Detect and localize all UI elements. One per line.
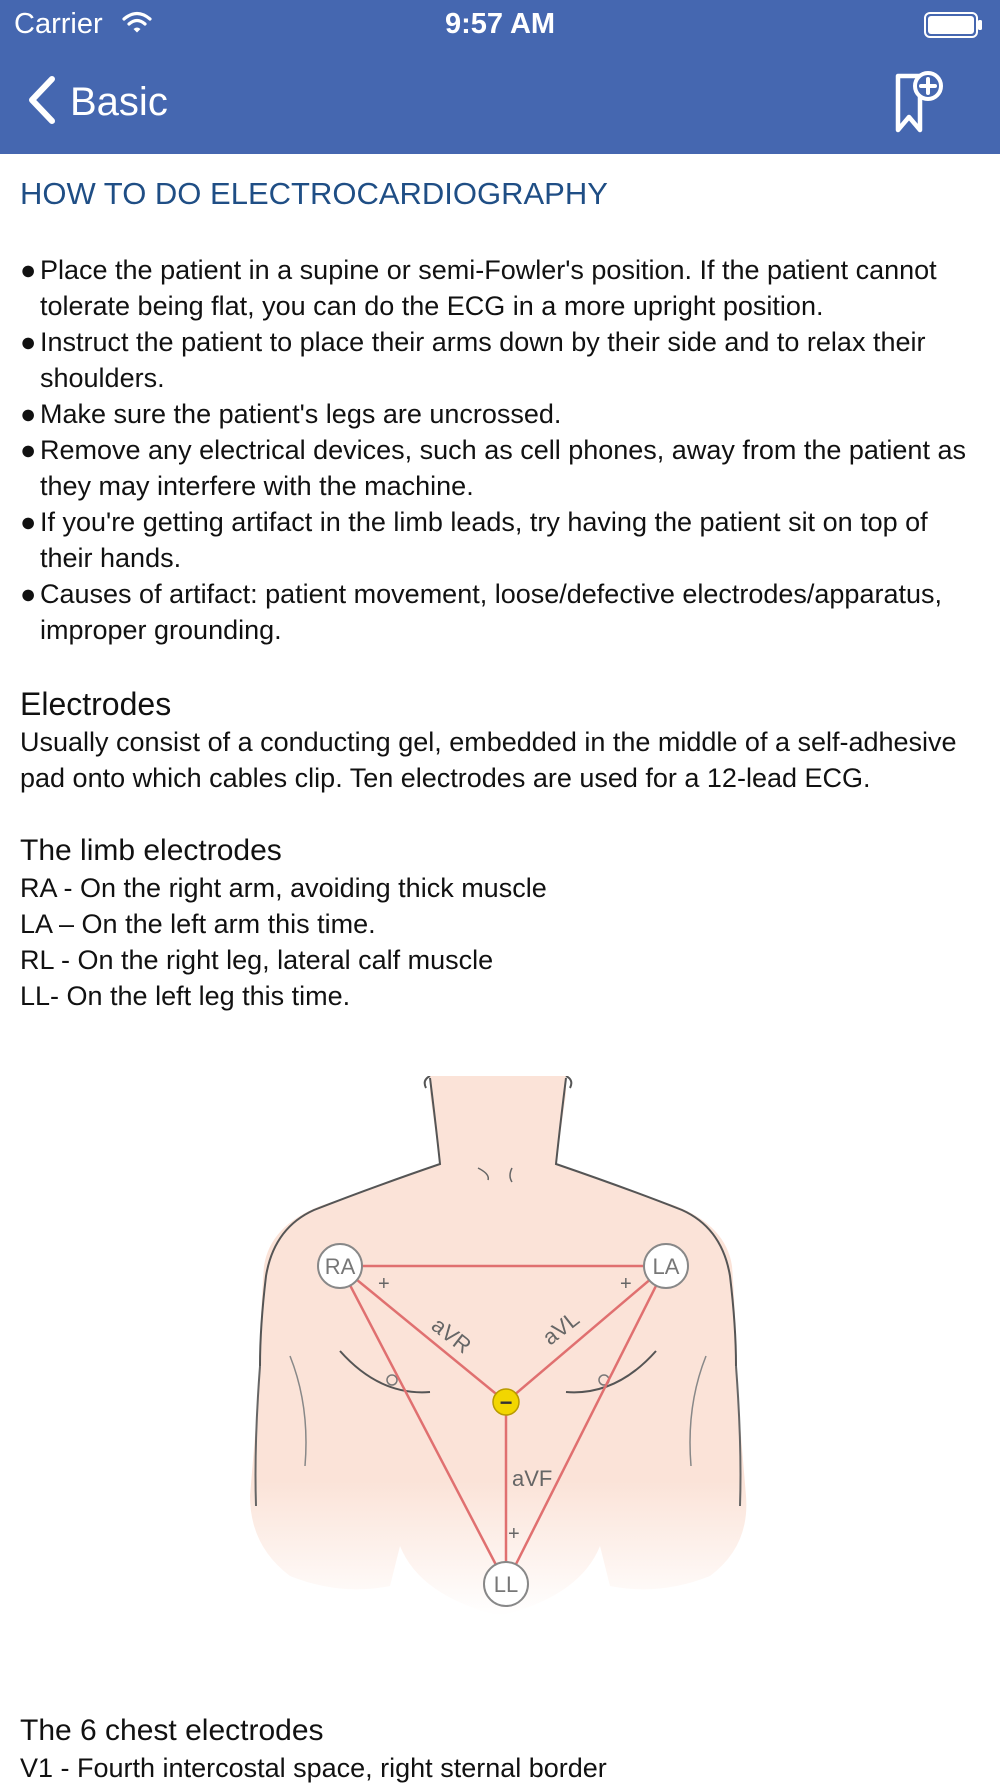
limb-leads-diagram bbox=[250, 1076, 750, 1636]
bullet-icon: ● bbox=[20, 255, 37, 285]
list-item bbox=[20, 504, 980, 576]
central-terminal bbox=[493, 1389, 519, 1415]
bullet-icon: ● bbox=[20, 399, 37, 429]
plus-sign: + bbox=[620, 1273, 632, 1295]
article-content bbox=[20, 154, 980, 1014]
back-button-label: Basic bbox=[70, 79, 168, 124]
bullet-icon: ● bbox=[20, 435, 37, 465]
back-button[interactable] bbox=[26, 74, 168, 130]
plus-sign: + bbox=[508, 1523, 520, 1545]
minus-sign: − bbox=[499, 1390, 513, 1415]
bullet-icon: ● bbox=[20, 507, 37, 537]
clock: 9:57 AM bbox=[444, 8, 556, 40]
status-bar bbox=[0, 0, 1000, 50]
add-bookmark-button[interactable] bbox=[892, 70, 944, 134]
ll-electrode bbox=[484, 1562, 528, 1606]
torso-illustration bbox=[250, 1076, 746, 1616]
la-label: LA bbox=[652, 1254, 680, 1279]
list-item bbox=[20, 396, 980, 432]
list-item bbox=[20, 252, 980, 324]
list-item bbox=[20, 432, 980, 504]
limb-electrodes-heading: The limb electrodes bbox=[20, 834, 282, 867]
avl-label: aVL bbox=[537, 1306, 584, 1350]
list-item-text: Instruct the patient to place their arms down by their side and to relax their shoulders. bbox=[40, 327, 926, 393]
plus-sign: + bbox=[378, 1273, 390, 1295]
carrier-label: Carrier bbox=[14, 8, 103, 40]
ll-label: LL bbox=[493, 1572, 519, 1597]
ra-label: RA bbox=[324, 1254, 356, 1279]
ra-electrode bbox=[318, 1244, 362, 1288]
list-item-text: Remove any electrical devices, such as cell phones, away from the patient as they may interfere with the machine. bbox=[40, 435, 966, 501]
list-item-text: Causes of artifact: patient movement, loose/defective electrodes/apparatus, improper grounding. bbox=[40, 579, 942, 645]
electrodes-heading: Electrodes bbox=[20, 686, 172, 722]
page-title: HOW TO DO ELECTROCARDIOGRAPHY bbox=[20, 176, 608, 211]
la-electrode bbox=[644, 1244, 688, 1288]
battery-icon bbox=[924, 12, 984, 43]
limb-electrode-item: RL - On the right leg, lateral calf muscle bbox=[20, 945, 494, 975]
limb-electrode-item: LL- On the left leg this time. bbox=[20, 981, 351, 1011]
list-item-text: Place the patient in a supine or semi-Fowler's position. If the patient cannot tolerate being flat, you can do the ECG in a more upright position. bbox=[40, 255, 937, 321]
electrodes-description: Usually consist of a conducting gel, embedded in the middle of a self-adhesive pad onto which cables clip. Ten electrodes are used for a 12-lead ECG. bbox=[20, 727, 957, 793]
limb-electrode-item: LA – On the left arm this time. bbox=[20, 909, 376, 939]
list-item-text: Make sure the patient's legs are uncrossed. bbox=[40, 399, 562, 429]
avf-label: aVF bbox=[512, 1466, 553, 1491]
chevron-left-icon bbox=[26, 75, 56, 130]
bookmark-add-icon bbox=[892, 70, 944, 134]
chest-electrode-item: V1 - Fourth intercostal space, right sternal border bbox=[20, 1753, 607, 1783]
bullet-icon: ● bbox=[20, 327, 37, 357]
instructions-list bbox=[20, 252, 980, 648]
chest-electrodes-heading: The 6 chest electrodes bbox=[20, 1714, 324, 1747]
list-item bbox=[20, 576, 980, 648]
limb-electrode-item: RA - On the right arm, avoiding thick muscle bbox=[20, 873, 547, 903]
bullet-icon: ● bbox=[20, 579, 37, 609]
nav-bar bbox=[0, 50, 1000, 154]
list-item bbox=[20, 324, 980, 396]
avr-label: aVR bbox=[426, 1312, 477, 1359]
list-item-text: If you're getting artifact in the limb leads, try having the patient sit on top of their hands. bbox=[40, 507, 928, 573]
